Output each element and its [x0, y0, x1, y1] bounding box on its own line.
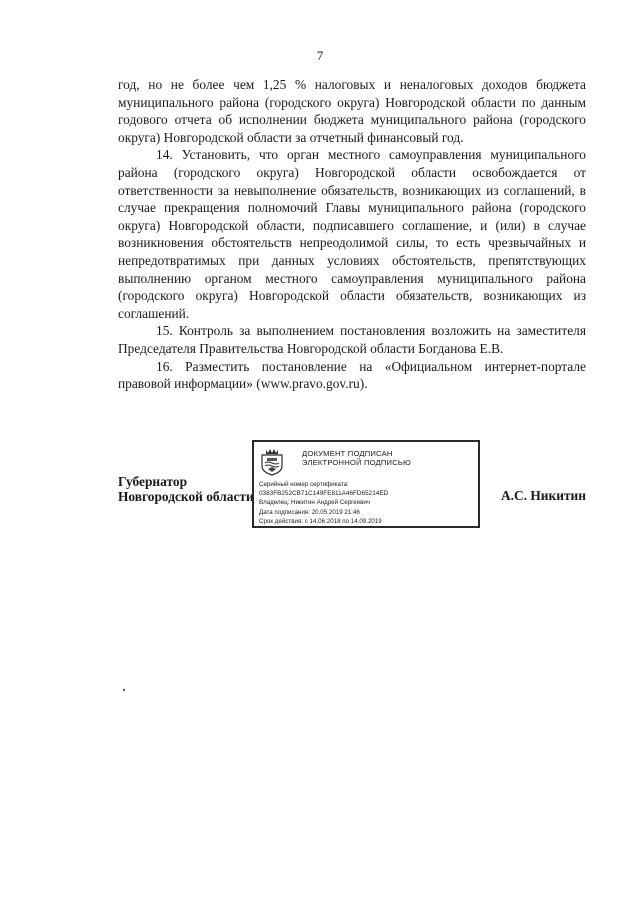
signatory-name: А.С. Никитин: [501, 488, 586, 503]
stamp-heading: [290, 449, 460, 468]
stamp-heading-line-1: ДОКУМЕНТ ПОДПИСАН: [302, 449, 393, 458]
signatory-position: [118, 474, 254, 504]
paragraph-14: 14. Установить, что орган местного самоуправления муниципального района (городского округа) Новгородской области освобождается от ответственности за невыполнение обязательств, возникающих из соглашений, в случае прекращения полномочий Главы муниципального района (городского округа) Новгородской области, подписавшего соглашение, и (или) в случае возникновения обстоятельств непреодолимой силы, то есть чрезвычайных и непредотвратимых при данных условиях обстоятельств, препятствующих выполнению органом местного самоуправления муниципального района (городского округа) Новгородской области обязательств, возникающих из соглашений.: [118, 147, 586, 321]
page-number: 7: [316, 48, 324, 63]
stamp-details: [259, 480, 388, 526]
certificate-validity: Срок действия: с 14.06.2018 по 14.09.2019: [259, 517, 382, 525]
position-line-1: Губернатор: [118, 474, 188, 489]
scan-speck: [123, 689, 125, 691]
signature-block: [0, 440, 640, 540]
signed-date: Дата подписания: 20.05.2019 21:46: [259, 508, 360, 516]
stamp-heading-line-2: ЭЛЕКТРОННОЙ ПОДПИСЬЮ: [302, 458, 411, 468]
certificate-label: Серийный номер сертификата:: [259, 481, 349, 488]
position-line-2: Новгородской области: [118, 489, 254, 504]
paragraph-15: 15. Контроль за выполнением постановления возложить на заместителя Председателя Правительства Новгородской области Богданова Е.В.: [118, 323, 586, 356]
coat-of-arms-icon: [259, 446, 285, 476]
document-body: [118, 76, 586, 393]
paragraph-16: 16. Разместить постановление на «Официальном интернет-портале правовой информации» (www.pravo.gov.ru).: [118, 358, 586, 392]
paragraph-13-continuation: год, но не более чем 1,25 % налоговых и неналоговых доходов бюджета муниципального района (городского округа) Новгородской области по данным годового отчета об исполнении бюджета муниципального района (городского округа) Новгородской области за отчетный финансовый год.: [118, 77, 586, 145]
certificate-serial: 0383FB252CB71C149FE811A46FD65214ED: [259, 490, 389, 498]
certificate-owner: Владелец: Никитин Андрей Сергеевич: [259, 499, 371, 507]
electronic-signature-stamp: [252, 440, 480, 528]
